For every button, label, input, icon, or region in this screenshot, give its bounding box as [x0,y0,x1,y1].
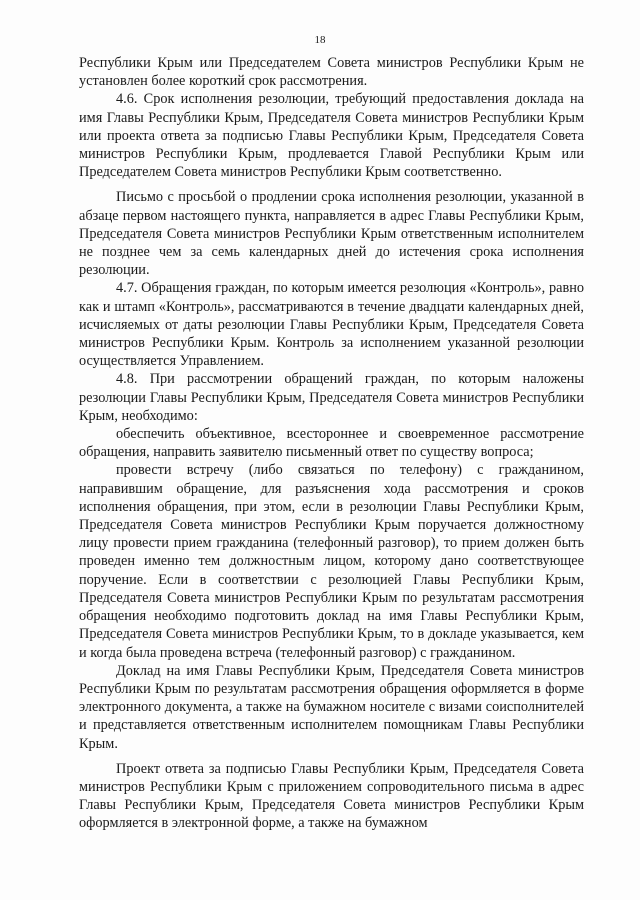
paragraph-report: Доклад на имя Главы Республики Крым, Председателя Совета министров Республики Крым по результатам рассмотрения обращения оформляется в форме электронного документа, а также на бумажном носителе с визами соисполнителей и представляется ответственным исполнителем помощникам Главы Республики Крым. [79,662,584,752]
paragraph-meeting: провести встречу (либо связаться по телефону) с гражданином, направившим обращение, для разъяснения хода рассмотрения и сроков исполнения обращения, при этом, если в резолюции Главы Республики Крым, Председателя Совета министров Республики Крым поручается должностному лицу провести прием гражданина (телефонный разговор), то прием должен быть проведен именно тем должностным лицом, которому дано соответствующее поручение. Если в соответствии с резолюцией Главы Республики Крым, Председателя Совета министров Республики Крым по результатам рассмотрения обращения необходимо подготовить доклад на имя Главы Республики Крым, Председателя Совета министров Республики Крым, то в докладе указывается, кем и когда была проведена встреча (телефонный разговор) с гражданином. [79,462,584,661]
document-body [79,54,584,833]
paragraph-draft-reply: Проект ответа за подписью Главы Республики Крым, Председателя Совета министров Республики Крым с приложением сопроводительного письма в адрес Главы Республики Крым, Председателя Совета министров Республики Крым оформляется в электронной форме, а также на бумажном [79,760,584,832]
paragraph-clause-4-8: 4.8. При рассмотрении обращений граждан, по которым наложены резолюции Главы Республики Крым, Председателя Совета министров Республики Крым, необходимо: [79,371,584,424]
paragraph-clause-4-6: 4.6. Срок исполнения резолюции, требующий предоставления доклада на имя Главы Республики Крым, Председателя Совета министров Республики Крым или проекта ответа за подписью Главы Республики Крым, Председателя Совета министров Республики Крым, продлевается Главой Республики Крым или Председателем Совета министров Республики Крым соответственно. [79,91,584,181]
paragraph-clause-4-7: 4.7. Обращения граждан, по которым имеется резолюция «Контроль», равно как и штамп «Контроль», рассматриваются в течение двадцати календарных дней, исчисляемых от даты резолюции Главы Республики Крым, Председателя Совета министров Республики Крым. Контроль за исполнением указанной резолюции осуществляется Управлением. [79,280,584,370]
paragraph-continuation: Республики Крым или Председателем Совета министров Республики Крым не установлен более короткий срок рассмотрения. [79,55,584,90]
paragraph-ensure-review: обеспечить объективное, всестороннее и своевременное рассмотрение обращения, направить заявителю письменный ответ по существу вопроса; [79,426,584,461]
page-number: 18 [314,34,326,46]
paragraph-extension-letter: Письмо с просьбой о продлении срока исполнения резолюции, указанной в абзаце первом настоящего пункта, направляется в адрес Главы Республики Крым, Председателя Совета министров Республики Крым ответственным исполнителем не позднее чем за семь календарных дней до истечения срока исполнения резолюции. [79,189,584,279]
